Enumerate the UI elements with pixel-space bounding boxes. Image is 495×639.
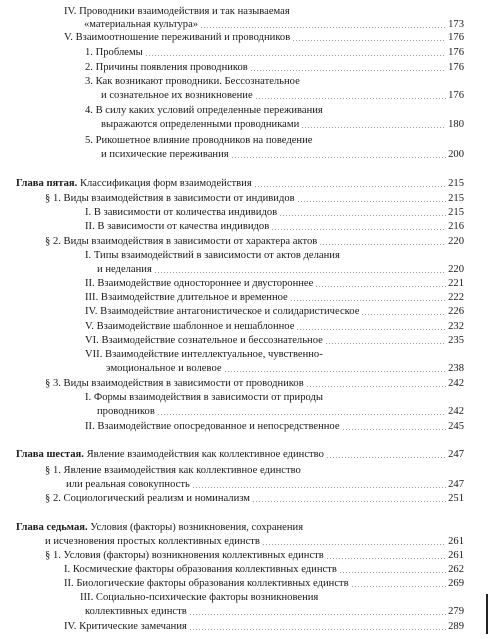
toc-entry <box>85 104 323 117</box>
dot-leader <box>192 487 446 488</box>
toc-entry-title: проводников <box>97 406 155 417</box>
toc-entry <box>84 18 464 31</box>
toc-entry-title: 5. Рикошетное влияние проводников на поведение <box>85 135 313 146</box>
dot-leader <box>342 429 447 430</box>
page-number: 176 <box>448 90 464 101</box>
page-edge-mark <box>486 594 488 634</box>
toc-entry <box>45 492 464 505</box>
dot-leader <box>325 343 446 344</box>
dot-leader <box>306 386 446 387</box>
toc-entry-title: § 2. Социологический реализм и номинализм <box>45 493 251 504</box>
page-number: 176 <box>448 32 464 43</box>
toc-entry <box>45 464 301 477</box>
toc-entry <box>85 334 464 347</box>
toc-entry <box>45 377 464 390</box>
toc-entry <box>45 235 464 248</box>
toc-entry-title: и сознательное их возникновение <box>101 90 253 101</box>
toc-entry <box>64 31 464 44</box>
toc-entry <box>106 362 464 375</box>
toc-entry <box>101 118 464 131</box>
dot-leader <box>361 314 446 315</box>
toc-entry-title: IV. Взаимодействие антагонистическое и солидаристическое <box>85 306 360 317</box>
toc-entry-title: 2. Причины появления проводников <box>85 62 248 73</box>
toc-entry-title: IV. Проводники взаимодействия и так называемая <box>64 6 290 17</box>
page-number: 200 <box>448 149 464 160</box>
toc-entry <box>45 535 464 548</box>
toc-entry <box>85 320 464 333</box>
toc-entry <box>85 277 464 290</box>
page-number: 215 <box>448 193 464 204</box>
toc-entry <box>16 448 464 461</box>
toc-entry-title: § 2. Виды взаимодействия в зависимости от характера актов <box>45 236 318 247</box>
toc-entry-title: Глава шестая. Явление взаимодействия как коллективное единство <box>16 449 324 460</box>
toc-entry-title: V. Взаимоотношение переживаний и проводников <box>64 32 291 43</box>
dot-leader <box>301 127 446 128</box>
page-number: 262 <box>448 564 464 575</box>
page-number: 176 <box>448 47 464 58</box>
dot-leader <box>154 272 446 273</box>
toc-entry <box>85 61 464 74</box>
toc-entry-title: VII. Взаимодействие интеллектуальное, чувственно- <box>85 349 323 360</box>
toc-entry-title: 3. Как возникают проводники. Бессознательное <box>85 76 300 87</box>
toc-entry-title: § 1. Явление взаимодействия как коллективное единство <box>45 465 301 476</box>
page-number: 251 <box>448 493 464 504</box>
page-number: 261 <box>448 536 464 547</box>
dot-leader <box>145 55 446 56</box>
toc-entry-title: или реальная совокупность <box>66 479 190 490</box>
dot-leader <box>200 27 446 28</box>
toc-entry <box>64 577 464 590</box>
page-number: 242 <box>448 378 464 389</box>
page-number: 238 <box>448 363 464 374</box>
toc-entry <box>101 89 464 102</box>
dot-leader <box>255 98 446 99</box>
toc-entry-title: и психические переживания <box>101 149 229 160</box>
toc-entry-title: IV. Критические замечания <box>64 621 187 632</box>
page-number: 247 <box>448 449 464 460</box>
toc-entry <box>85 420 464 433</box>
toc-entry-title: III. Взаимодействие длительное и временное <box>85 292 288 303</box>
toc-entry-title: коллективных единств <box>85 606 187 617</box>
toc-entry <box>64 620 464 633</box>
toc-entry-title: эмоциональное и волевое <box>106 363 222 374</box>
page-number: 221 <box>448 278 464 289</box>
toc-entry-title: § 1. Виды взаимодействия в зависимости от индивидов <box>45 193 295 204</box>
dot-leader <box>297 201 446 202</box>
toc-entry <box>16 521 303 534</box>
toc-entry <box>80 591 318 604</box>
toc-entry <box>85 134 312 147</box>
page-number: 215 <box>448 207 464 218</box>
page-number: 247 <box>448 479 464 490</box>
page-number: 226 <box>448 306 464 317</box>
dot-leader <box>224 371 447 372</box>
toc-entry-title: 4. В силу каких условий определенные переживания <box>85 105 323 116</box>
toc-entry <box>85 605 464 618</box>
dot-leader <box>252 501 446 502</box>
toc-entry-title: и исчезновения простых коллективных единств <box>45 536 260 547</box>
page-number: 215 <box>448 178 464 189</box>
toc-entry-title: § 1. Условия (факторы) возникновения коллективных единств <box>45 550 324 561</box>
page-number: 220 <box>448 264 464 275</box>
toc-entry <box>85 220 464 233</box>
toc-entry-title: 1. Проблемы <box>85 47 143 58</box>
dot-leader <box>250 70 446 71</box>
toc-entry-title: I. Космические факторы образования коллективных единств <box>64 564 337 575</box>
toc-entry <box>85 391 323 404</box>
toc-entry-title: V. Взаимодействие шаблонное и нешаблонное <box>85 321 295 332</box>
toc-entry-title: VI. Взаимодействие сознательное и бессознательное <box>85 335 323 346</box>
toc-entry <box>85 348 323 361</box>
page-number: 220 <box>448 236 464 247</box>
dot-leader <box>231 157 446 158</box>
page-number: 173 <box>448 19 464 30</box>
toc-entry-title: I. Формы взаимодействия в зависимости от природы <box>85 392 323 403</box>
toc-entry-title: III. Социально-психические факторы возникновения <box>80 592 319 603</box>
page-number: 176 <box>448 62 464 73</box>
page-number: 222 <box>448 292 464 303</box>
toc-entry <box>85 75 300 88</box>
page-number: 261 <box>448 550 464 561</box>
page-number: 232 <box>448 321 464 332</box>
dot-leader <box>351 586 446 587</box>
toc-entry <box>101 148 464 161</box>
dot-leader <box>315 286 446 287</box>
dot-leader <box>290 300 446 301</box>
toc-entry-title: «материальная культура» <box>84 19 199 30</box>
toc-entry <box>85 249 340 262</box>
dot-leader <box>279 215 446 216</box>
dot-leader <box>296 329 446 330</box>
dot-leader <box>292 40 446 41</box>
dot-leader <box>326 457 446 458</box>
toc-entry <box>16 177 464 190</box>
toc-entry <box>45 192 464 205</box>
toc-entry-title: II. Биологические факторы образования коллективных единств <box>64 578 349 589</box>
toc-entry <box>85 46 464 59</box>
toc-entry-title: Условия (факторы) возникновения, сохранения <box>87 522 304 533</box>
toc-entry <box>85 305 464 318</box>
toc-entry <box>64 563 464 576</box>
toc-entry-title: II. Взаимодействие одностороннее и двустороннее <box>85 278 314 289</box>
toc-entry-title: выражаются определенными проводниками <box>101 119 300 130</box>
dot-leader <box>189 629 446 630</box>
page-number: 289 <box>448 621 464 632</box>
page-number: 216 <box>448 221 464 232</box>
dot-leader <box>262 544 446 545</box>
toc-entry <box>85 291 464 304</box>
toc-entry <box>66 478 464 491</box>
page-number: 242 <box>448 406 464 417</box>
page-number: 180 <box>448 119 464 130</box>
toc-entry <box>45 549 464 562</box>
toc-entry <box>85 206 464 219</box>
chapter-label: Глава шестая. <box>16 449 84 460</box>
toc-entry-title: II. В зависимости от качества индивидов <box>85 221 270 232</box>
toc-entry <box>64 5 290 18</box>
page-number: 269 <box>448 578 464 589</box>
page-number: 279 <box>448 606 464 617</box>
toc-entry-title: § 3. Виды взаимодействия в зависимости от проводников <box>45 378 304 389</box>
dot-leader <box>326 558 446 559</box>
chapter-label: Глава седьмая. <box>16 522 88 533</box>
dot-leader <box>157 414 446 415</box>
toc-entry <box>97 263 464 276</box>
toc-entry <box>97 405 464 418</box>
dot-leader <box>339 572 446 573</box>
dot-leader <box>189 614 446 615</box>
chapter-label: Глава пятая. <box>16 178 78 189</box>
page-number: 245 <box>448 421 464 432</box>
toc-entry-title: II. Взаимодействие опосредованное и непосредственное <box>85 421 340 432</box>
page-number: 235 <box>448 335 464 346</box>
dot-leader <box>271 229 446 230</box>
toc-entry-title: I. В зависимости от количества индивидов <box>85 207 278 218</box>
toc-entry-title: Глава пятая. Классификация форм взаимодействия <box>16 178 252 189</box>
toc-entry-title: I. Типы взаимодействий в зависимости от актов делания <box>85 250 340 261</box>
toc-entry-title: и неделания <box>97 264 152 275</box>
dot-leader <box>319 244 446 245</box>
dot-leader <box>254 186 446 187</box>
